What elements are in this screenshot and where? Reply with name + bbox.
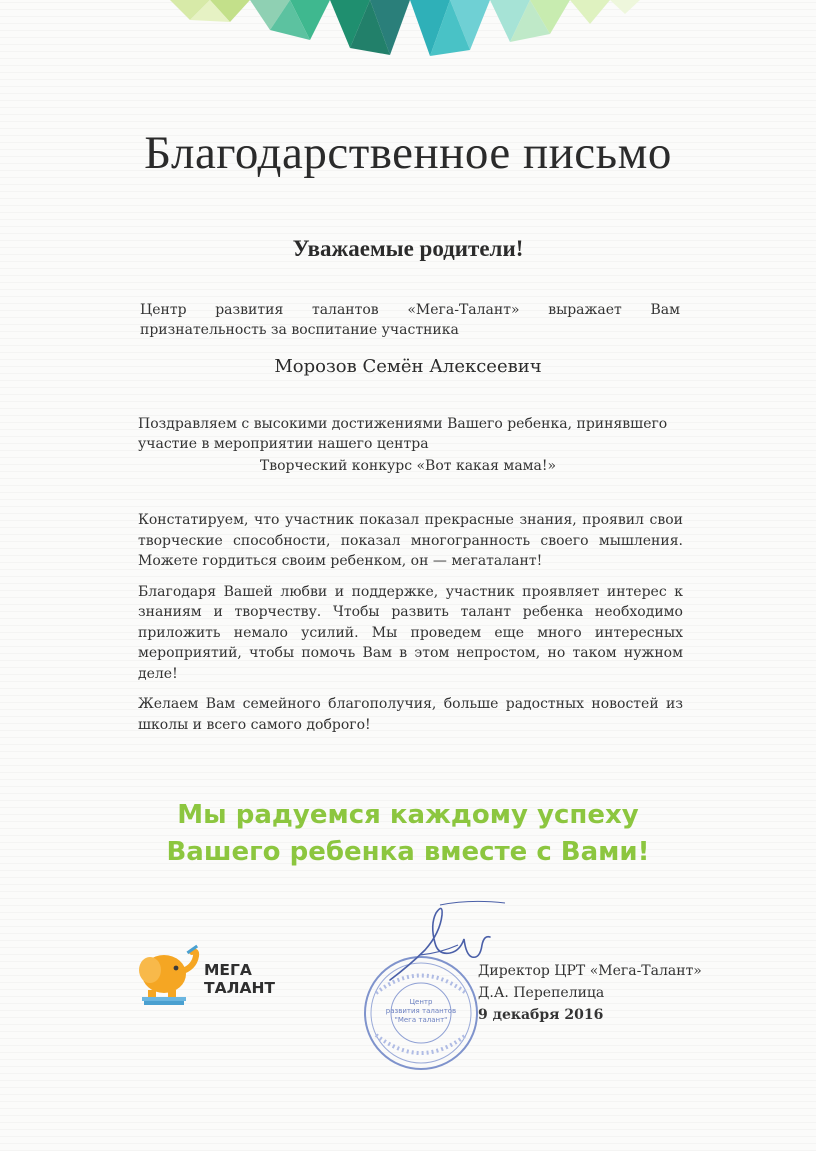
signer-position: Директор ЦРТ «Мега-Талант» (478, 963, 702, 979)
greeting: Уважаемые родители! (292, 236, 524, 261)
stamp-line: "Мега талант" (394, 1016, 448, 1024)
mega-talant-logo (136, 944, 296, 1008)
elephant-icon (136, 944, 202, 1008)
slogan-line: Мы радуемся каждому успеху (177, 800, 639, 830)
paragraph: Желаем Вам семейного благополучия, больше радостных новостей из школы и всего самого доброго! (138, 696, 683, 733)
participant-name: Морозов Семён Алексеевич (274, 356, 542, 377)
paragraph: Благодаря Вашей любви и поддержке, участник проявляет интерес к знаниям и творчеству. Чтобы развить талант ребенка необходимо приложить немало усилий. Мы проведем еще много интересных мероприятий, чтобы помочь Вам в этом непростом, но таком нужном деле! (138, 583, 683, 682)
logo-line: ТАЛАНТ (204, 979, 275, 997)
stamp-line: Центр (409, 998, 433, 1006)
logo-line: МЕГА (204, 961, 252, 979)
slogan-line: Вашего ребенка вместе с Вами! (166, 837, 650, 867)
congratulation-text: Поздравляем с высокими достижениями Вашего ребенка, принявшего участие в мероприятии нашего центра (138, 416, 668, 452)
decorative-triangle-band (170, 0, 640, 60)
intro-text: Центр развития талантов «Мега-Талант» выражает Вам признательность за воспитание участника (140, 302, 680, 338)
signer-name: Д.А. Перепелица (478, 985, 605, 1001)
body-paragraphs (138, 510, 683, 745)
event-name: Творческий конкурс «Вот какая мама!» (259, 458, 557, 474)
logo-text (204, 961, 275, 997)
letter-date: 9 декабря 2016 (478, 1007, 604, 1023)
stamp-line: развития талантов (385, 1007, 457, 1015)
letter-title: Благодарственное письмо (144, 127, 672, 179)
signer-block (478, 960, 702, 1026)
slogan (0, 797, 816, 871)
paragraph: Констатируем, что участник показал прекрасные знания, проявил свои творческие способности, показал многогранность своего мышления. Можете гордиться своим ребенком, он — мегаталант! (138, 512, 683, 569)
